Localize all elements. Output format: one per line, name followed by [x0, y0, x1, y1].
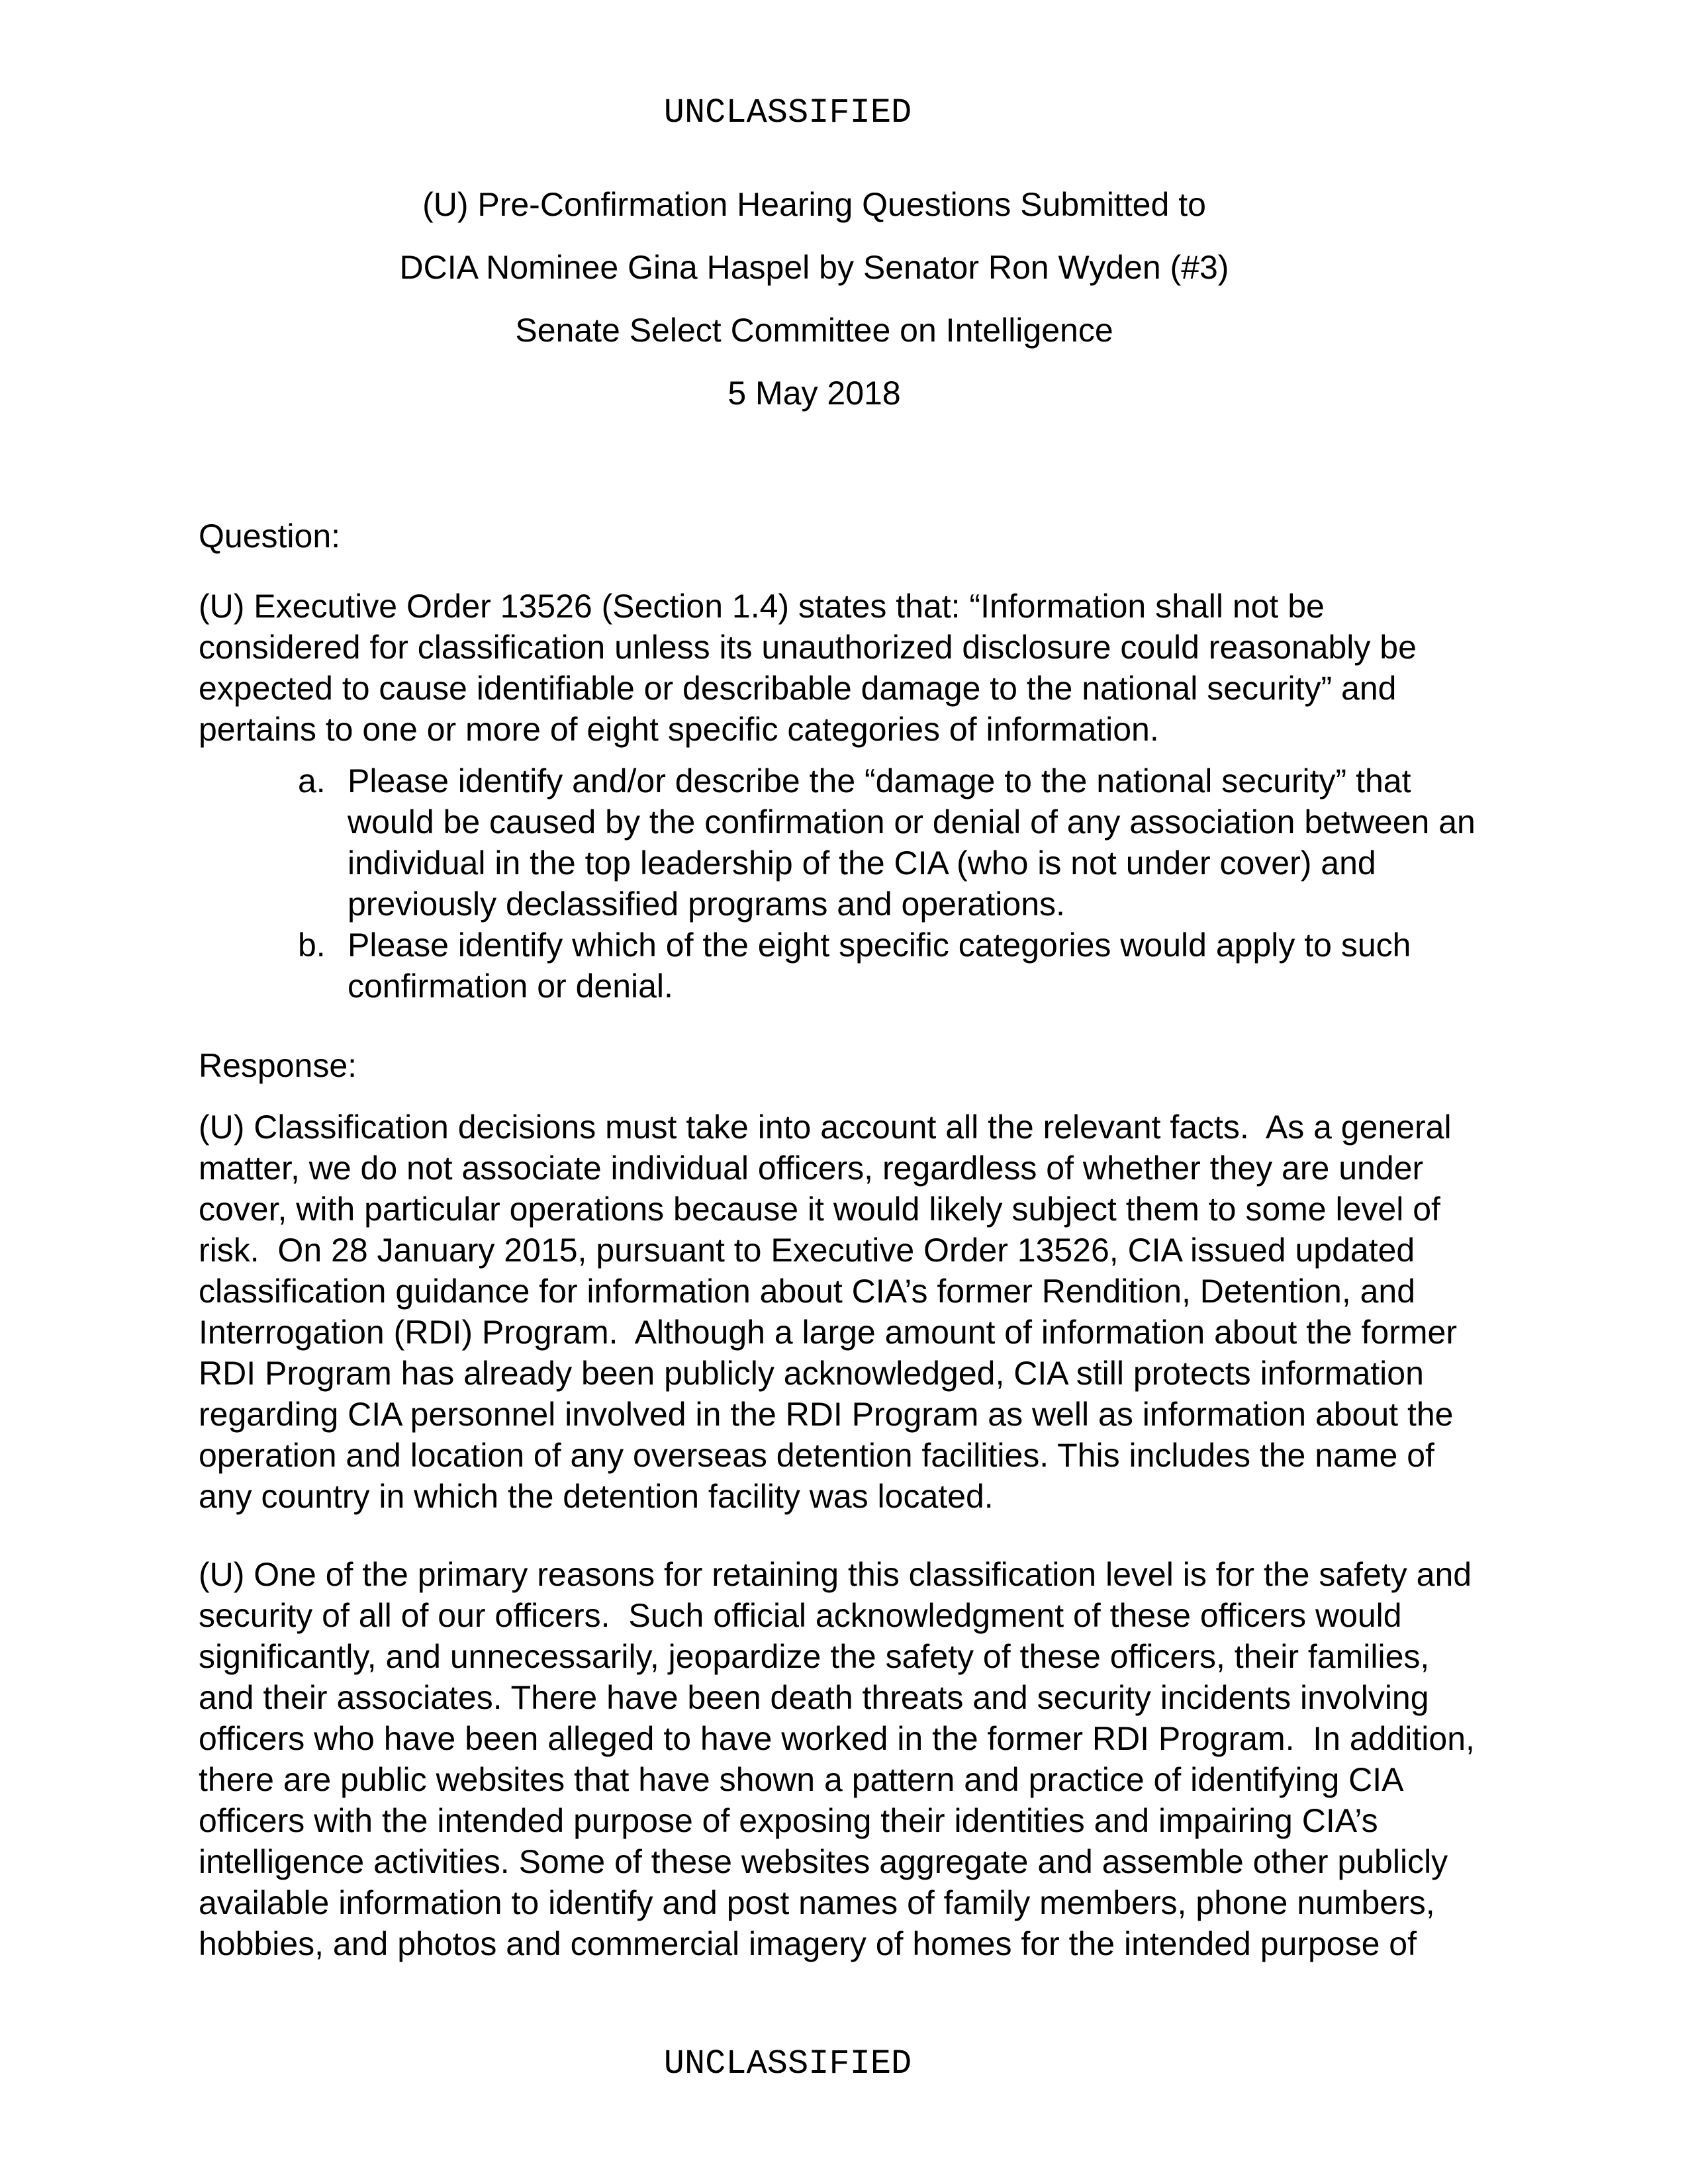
title-line-2: DCIA Nominee Gina Haspel by Senator Ron Wyden (#3) [399, 249, 1229, 286]
title-line-3: Senate Select Committee on Intelligence [515, 312, 1113, 349]
response-heading: Response: [199, 1047, 357, 1084]
list-item-b-text: Please identify which of the eight specific categories would apply to such confirmation or denial. [348, 927, 1421, 1005]
document-title [199, 173, 1430, 425]
question-heading: Question: [199, 518, 341, 555]
title-date: 5 May 2018 [727, 375, 901, 412]
title-line-1: (U) Pre-Confirmation Hearing Questions Submitted to [422, 186, 1206, 223]
list-marker-b: b. [298, 927, 326, 964]
classification-footer: UNCLASSIFIED [663, 2044, 912, 2083]
question-subitem-list [199, 760, 1489, 1007]
question-intro-paragraph: (U) Executive Order 13526 (Section 1.4) states that: “Information shall not be considered for classification unless its unauthorized disclosure could reasonably be expected to cause identifiable or describable damage to the national security” and pertains to one or more of eight specific categories of information. [199, 588, 1426, 748]
list-item-a [199, 760, 1489, 925]
response-paragraph-2: (U) One of the primary reasons for retaining this classification level is for the safety and security of all of our officers. Such official acknowledgment of these officers would significantly, and unnecessarily, jeopardize the safety of these officers, their families, and their associates. There have been death threats and security incidents involving officers who have been alleged to have worked in the former RDI Program. In addition, there are public websites that have shown a pattern and practice of identifying CIA officers with the intended purpose of exposing their identities and impairing CIA’s intelligence activities. Some of these websites aggregate and assemble other publicly available information to identify and post names of family members, phone numbers, hobbies, and photos and commercial imagery of homes for the intended purpose of [199, 1556, 1484, 1962]
list-item-b [199, 925, 1489, 1007]
list-marker-a: a. [298, 762, 326, 799]
list-item-a-text: Please identify and/or describe the “damage to the national security” that would be caused by the confirmation or denial of any association between an individual in the top leadership of the CIA (who is not under cover) and previously declassified programs and operations. [348, 762, 1485, 923]
response-paragraph-1: (U) Classification decisions must take into account all the relevant facts. As a general matter, we do not associate individual officers, regardless of whether they are under cover, with particular operations because it would likely subject them to some level of risk. On 28 January 2015, pursuant to Executive Order 13526, CIA issued updated classification guidance for information about CIA’s former Rendition, Detention, and Interrogation (RDI) Program. Although a large amount of information about the former RDI Program has already been publicly acknowledged, CIA still protects information regarding CIA personnel involved in the RDI Program as well as information about the operation and location of any overseas detention facilities. This includes the name of any country in which the detention facility was located. [199, 1109, 1466, 1515]
classification-header: UNCLASSIFIED [663, 93, 912, 132]
